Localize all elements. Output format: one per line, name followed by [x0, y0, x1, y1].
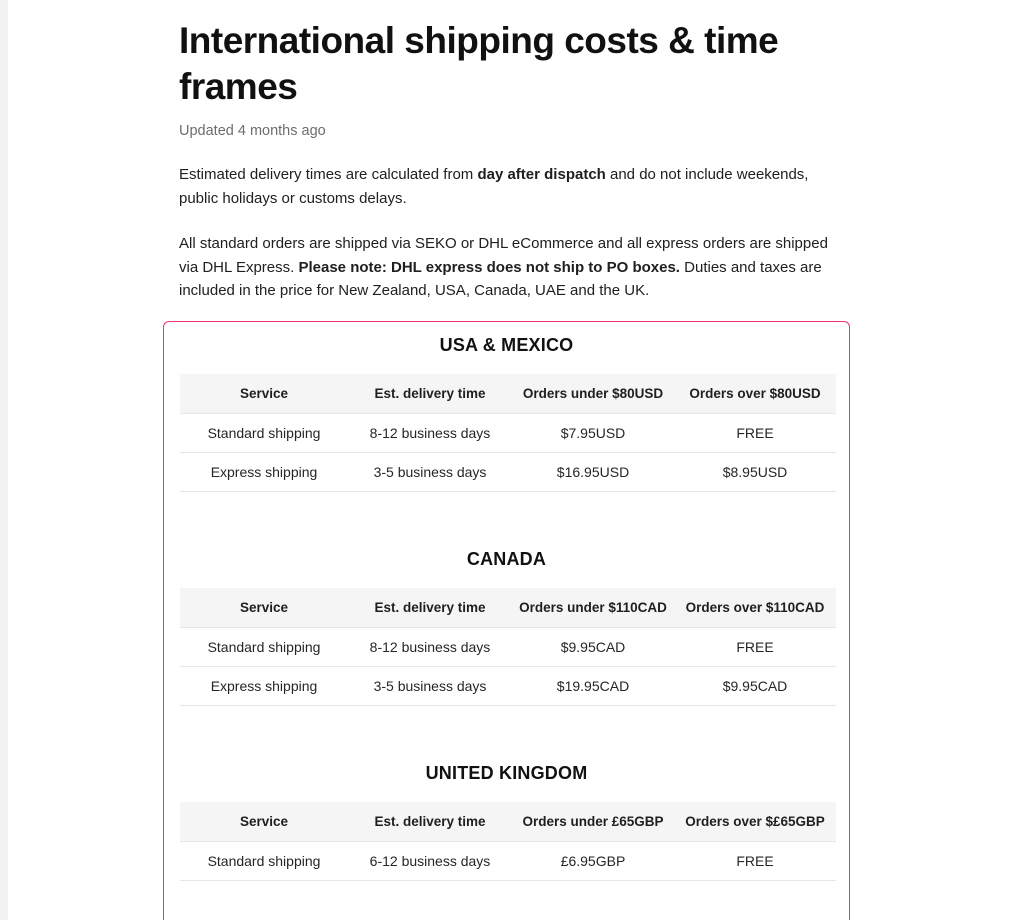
column-header-orders-over: Orders over $110CAD	[674, 588, 836, 628]
cell-orders-under: £6.95GBP	[512, 842, 674, 881]
paragraph2-bold1: Please note: DHL express does not ship to PO boxes.	[298, 258, 680, 276]
cell-orders-over: FREE	[674, 628, 836, 667]
cell-delivery-time: 3-5 business days	[348, 453, 512, 492]
table-header-row	[180, 802, 836, 842]
updated-timestamp: Updated 4 months ago	[179, 123, 326, 139]
article-content	[179, 18, 851, 318]
cell-delivery-time: 8-12 business days	[348, 628, 512, 667]
rates-table-canada	[180, 588, 836, 706]
cell-service: Standard shipping	[180, 842, 348, 881]
cell-orders-under: $16.95USD	[512, 453, 674, 492]
paragraph1-part2: and do not include weekends, public holidays or customs delays.	[179, 166, 809, 207]
cell-delivery-time: 3-5 business days	[348, 667, 512, 706]
intro-paragraph-1	[179, 163, 851, 210]
column-header-delivery-time: Est. delivery time	[348, 374, 512, 414]
cell-delivery-time: 6-12 business days	[348, 842, 512, 881]
table-row	[180, 628, 836, 667]
region-section-usa-mexico	[180, 322, 833, 492]
table-row	[180, 453, 836, 492]
cell-orders-under: $19.95CAD	[512, 667, 674, 706]
intro-paragraph-2	[179, 232, 851, 303]
cell-service: Standard shipping	[180, 414, 348, 453]
column-header-orders-over: Orders over $80USD	[674, 374, 836, 414]
column-header-service: Service	[180, 374, 348, 414]
table-row	[180, 842, 836, 881]
paragraph1-part1: Estimated delivery times are calculated from	[179, 166, 478, 183]
page-title: International shipping costs & time frames	[179, 20, 779, 107]
table-header-row	[180, 588, 836, 628]
column-header-service: Service	[180, 588, 348, 628]
column-header-orders-over: Orders over $£65GBP	[674, 802, 836, 842]
cell-service: Express shipping	[180, 667, 348, 706]
region-section-united-kingdom	[180, 706, 833, 881]
table-header-row	[180, 374, 836, 414]
column-header-orders-under: Orders under $80USD	[512, 374, 674, 414]
cell-delivery-time: 8-12 business days	[348, 414, 512, 453]
cell-orders-over: FREE	[674, 414, 836, 453]
table-row	[180, 667, 836, 706]
table-row	[180, 414, 836, 453]
column-header-delivery-time: Est. delivery time	[348, 588, 512, 628]
shipping-rates-highlight-box	[163, 321, 850, 920]
column-header-service: Service	[180, 802, 348, 842]
page-left-edge	[0, 0, 8, 920]
cell-orders-over: $9.95CAD	[674, 667, 836, 706]
shipping-rates-container	[164, 322, 849, 881]
paragraph1-bold1: day after dispatch	[477, 166, 606, 183]
column-header-delivery-time: Est. delivery time	[348, 802, 512, 842]
region-title-usa-mexico: USA & MEXICO	[439, 335, 574, 355]
cell-service: Standard shipping	[180, 628, 348, 667]
column-header-orders-under: Orders under £65GBP	[512, 802, 674, 842]
cell-orders-over: FREE	[674, 842, 836, 881]
cell-orders-under: $9.95CAD	[512, 628, 674, 667]
region-title-canada: CANADA	[466, 549, 547, 569]
column-header-orders-under: Orders under $110CAD	[512, 588, 674, 628]
paragraph2-part2: Duties and taxes are included in the price for New Zealand, USA, Canada, UAE and the UK.	[179, 258, 822, 299]
paragraph2-part1: All standard orders are shipped via SEKO or DHL eCommerce and all express orders are shipped via DHL Express.	[179, 235, 828, 276]
region-section-canada	[180, 492, 833, 706]
rates-table-united-kingdom	[180, 802, 836, 881]
cell-orders-over: $8.95USD	[674, 453, 836, 492]
cell-service: Express shipping	[180, 453, 348, 492]
rates-table-usa-mexico	[180, 374, 836, 492]
cell-orders-under: $7.95USD	[512, 414, 674, 453]
region-title-united-kingdom: UNITED KINGDOM	[425, 763, 588, 783]
